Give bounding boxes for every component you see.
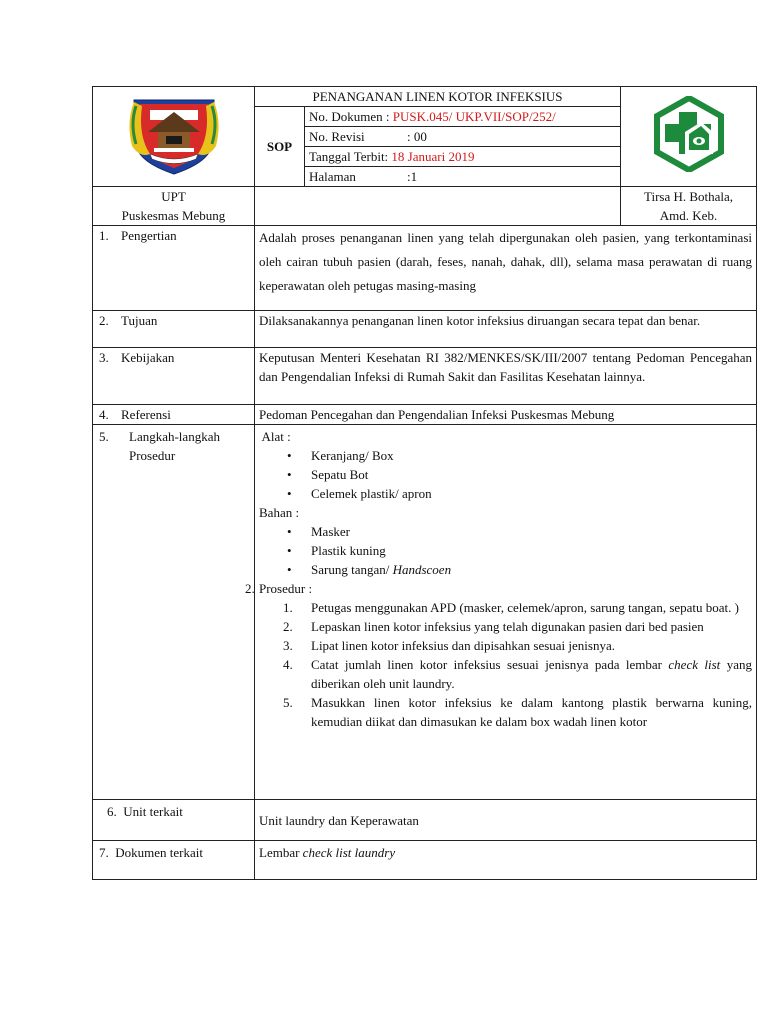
list-item: • Keranjang/ Box — [287, 446, 752, 465]
revision-row — [305, 127, 621, 147]
section-label: Pengertian — [121, 228, 177, 243]
section-label-line2: Prosedur — [129, 448, 176, 463]
step-number: 1. — [283, 600, 293, 615]
section-number: 3. — [99, 350, 109, 365]
list-item — [283, 636, 752, 655]
step-text-post: yang diberikan oleh unit laundry. — [311, 657, 753, 691]
list-item: • Masker — [287, 522, 752, 541]
step-text: Catat jumlah linen kotor infeksius sesuai jenisnya pada lembar — [311, 657, 669, 672]
issue-date-value: 18 Januari 2019 — [391, 149, 475, 164]
pengertian-text: Adalah proses penanganan linen yang telah dipergunakan oleh pasien, yang terkontaminasi oleh cairan tubuh pasien (darah, feses, nanah, dahak, dll), selama masa perawatan di ruang keperawatan oleh petugas masing-masing — [255, 226, 757, 311]
unit-label-cell — [93, 800, 255, 841]
doc-number-row — [305, 107, 621, 127]
right-logo-cell — [621, 87, 757, 187]
dokumen-text — [255, 841, 757, 880]
section-number: 2. — [99, 313, 109, 328]
section-number: 4. — [99, 407, 109, 422]
handscoen-italic: Handscoen — [392, 562, 452, 577]
tujuan-label-cell — [93, 311, 255, 348]
step-number: 3. — [283, 638, 293, 653]
step-text: Masukkan linen kotor infeksius ke dalam kantong plastik berwarna kuning, kemudian diikat dan dimasukan ke dalam box wadah linen kotor — [311, 695, 753, 729]
alat-label: Alat : — [259, 429, 291, 444]
section-label: Unit terkait — [123, 804, 183, 819]
step-number: 5. — [283, 695, 293, 710]
section-label: Dokumen terkait — [115, 845, 203, 860]
section-label: Tujuan — [121, 313, 158, 328]
regency-emblem-icon — [120, 92, 228, 176]
dokumen-prefix: Lembar — [259, 845, 303, 860]
page-value: :1 — [407, 169, 418, 184]
page-label: Halaman — [309, 169, 356, 184]
step-text: Petugas menggunakan APD (masker, celemek/apron, sarung tangan, sepatu boat. ) — [311, 600, 739, 615]
sop-label: SOP — [255, 107, 305, 187]
unit-text: Unit laundry dan Keperawatan — [255, 800, 757, 841]
document-title: PENANGANAN LINEN KOTOR INFEKSIUS — [255, 87, 621, 107]
list-item: • Celemek plastik/ apron — [287, 484, 752, 503]
section-number: 1. — [99, 228, 109, 243]
revision-value: : 00 — [407, 129, 427, 144]
handscoen-prefix: Sarung tangan/ — [311, 562, 393, 577]
list-item: • Plastik kuning — [287, 541, 752, 560]
pengertian-label-cell — [93, 226, 255, 311]
section-number: 6. — [107, 804, 117, 819]
list-item — [283, 598, 752, 617]
bahan-list — [259, 522, 752, 579]
org-line1: UPT — [161, 189, 186, 204]
page-row — [305, 167, 621, 187]
puskesmas-cross-icon — [651, 96, 727, 172]
section-label-line1: Langkah-langkah — [129, 429, 220, 444]
signer-line1: Tirsa H. Bothala, — [643, 189, 734, 204]
tujuan-text: Dilaksanakannya penanganan linen kotor infeksius diruangan secara tepat dan benar. — [255, 311, 757, 348]
step-number: 2. — [283, 619, 293, 634]
langkah-label-cell — [93, 425, 255, 800]
prosedur-number: 2. — [245, 581, 255, 596]
list-item — [287, 560, 752, 579]
dokumen-label-cell — [93, 841, 255, 880]
issue-date-label: Tanggal Terbit: — [309, 149, 392, 164]
step-text: Lepaskan linen kotor infeksius yang telah digunakan pasien dari bed pasien — [311, 619, 704, 634]
bahan-label: Bahan : — [259, 505, 300, 520]
prosedur-steps — [259, 598, 752, 731]
step-number: 4. — [283, 657, 293, 672]
referensi-text: Pedoman Pencegahan dan Pengendalian Infeksi Puskesmas Mebung — [255, 405, 757, 425]
referensi-label-cell — [93, 405, 255, 425]
langkah-content — [245, 425, 757, 800]
section-label: Kebijakan — [121, 350, 175, 365]
alat-list — [259, 446, 752, 503]
list-item — [283, 693, 752, 731]
list-item: • Sepatu Bot — [287, 465, 752, 484]
revision-label: No. Revisi — [309, 129, 365, 144]
list-item — [283, 655, 752, 693]
issue-date-row — [305, 147, 621, 167]
kebijakan-label-cell — [93, 348, 255, 405]
org-cell — [93, 187, 255, 226]
doc-number-label: No. Dokumen : — [309, 109, 393, 124]
list-item — [283, 617, 752, 636]
section-number: 5. — [99, 429, 109, 444]
section-label: Referensi — [121, 407, 171, 422]
org-line2: Puskesmas Mebung — [121, 208, 226, 223]
dokumen-italic: check list laundry — [302, 845, 396, 860]
prosedur-label: Prosedur : — [259, 581, 313, 596]
sop-table — [92, 86, 757, 880]
prosedur-heading — [245, 579, 752, 598]
left-logo-cell — [93, 87, 255, 187]
signer-cell — [621, 187, 757, 226]
kebijakan-text: Keputusan Menteri Kesehatan RI 382/MENKES/SK/III/2007 tentang Pedoman Pencegahan dan Pengendalian Infeksi di Rumah Sakit dan Fasilitas Kesehatan lainnya. — [255, 348, 757, 405]
section-number: 7. — [99, 845, 109, 860]
doc-number-value: PUSK.045/ UKP.VII/SOP/252/ — [392, 109, 556, 124]
step-text-italic: check list — [668, 657, 721, 672]
empty-header-cell — [255, 187, 621, 226]
signer-line2: Amd. Keb. — [659, 208, 718, 223]
step-text: Lipat linen kotor infeksius dan dipisahkan sesuai jenisnya. — [311, 638, 615, 653]
